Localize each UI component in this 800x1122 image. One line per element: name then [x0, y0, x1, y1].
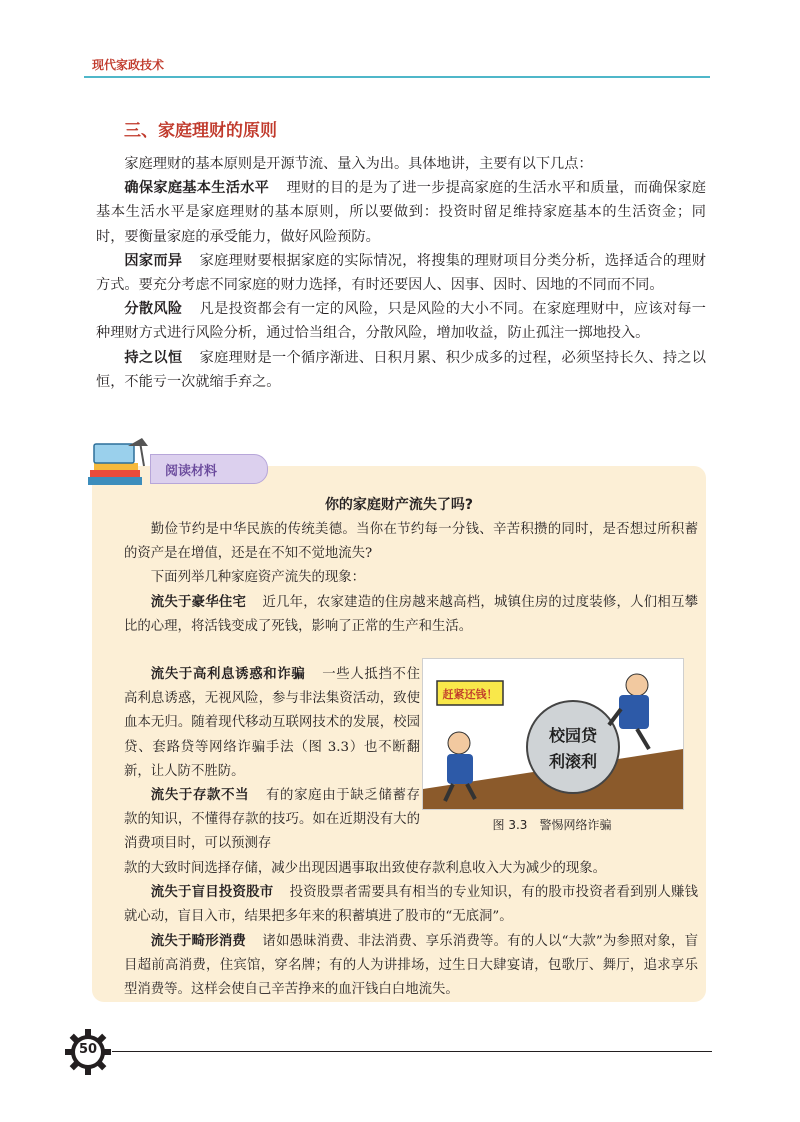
intro-paragraph: 家庭理财的基本原则是开源节流、量入为出。具体地讲，主要有以下几点： [124, 156, 593, 172]
reading-paragraph [124, 784, 420, 857]
principle-text: 家庭理财是一个循序渐进、日积月累、积少成多的过程，必须坚持长久、持之以恒，不能亏一次就缩手弃之。 [96, 349, 706, 390]
reading-text-top [124, 518, 698, 639]
ball-text-1: 校园贷 [548, 726, 598, 745]
reading-tab [150, 454, 268, 484]
figure-caption: 图 3.3 警惕网络诈骗 [492, 818, 612, 832]
page-number: 50 [78, 1042, 98, 1057]
reading-term: 流失于畸形消费 [150, 933, 247, 949]
principle-text: 理财的目的是为了进一步提高家庭的生活水平和质量，而确保家庭基本生活水平是家庭理财的基本原则，所以要做到：投资时留足维持家庭基本的生活资金；同时，要衡量家庭的承受能力，做好风险预防。 [96, 180, 706, 245]
fraud-cartoon [423, 659, 683, 809]
reading-paragraph: 款的大致时间选择存储，减少出现因遇事取出致使存款利息收入大为减少的现象。 [124, 861, 607, 876]
reading-paragraph [124, 663, 420, 784]
reading-paragraph: 下面列举几种家庭资产流失的现象： [150, 570, 366, 586]
principle-text: 凡是投资都会有一定的风险，只是风险的大小不同。在家庭理财中，应该对每一种理财方式进行风险分析，通过恰当组合，分散风险，增加收益，防止孤注一掷地投入。 [96, 301, 706, 342]
books-lamp-icon [84, 436, 154, 488]
reading-text: 一些人抵挡不住高利息诱惑，无视风险，参与非法集资活动，致使血本无归。随着现代移动互联网技术的发展，校园贷、套路贷等网络诈骗手法（图 3.3）也不断翻新，让人防不胜防。 [124, 667, 420, 779]
debt-ball [527, 701, 619, 793]
principle-term: 确保家庭基本生活水平 [124, 180, 270, 197]
reading-term: 流失于豪华住宅 [150, 594, 247, 610]
principle-paragraph [96, 176, 706, 249]
header-book-title: 现代家政技术 [92, 58, 165, 72]
main-text [96, 152, 706, 394]
principle-paragraph [96, 249, 706, 297]
footer-rule [112, 1051, 712, 1052]
ball-text-2: 利滚利 [548, 752, 598, 771]
figure-illustration [422, 658, 684, 810]
reading-text: 诸如愚昧消费、非法消费、享乐消费等。有的人以“大款”为参照对象，盲目超前高消费，住宾馆，穿名牌；有的人为讲排场，过生日大肆宴请，包歌厅、舞厅，追求享乐型消费等。这样会使自己辛苦挣来的血汗钱白白地流失。 [124, 933, 699, 998]
section-title: 三、家庭理财的原则 [124, 121, 277, 141]
header-rule [84, 76, 710, 78]
principle-paragraph [96, 297, 706, 345]
reading-text: 有的家庭由于缺乏储蓄存款的知识，不懂得存款的技巧。如在近期没有大的消费项目时，可以预测存 [124, 788, 420, 852]
principle-term: 因家而异 [124, 252, 183, 269]
reading-paragraph: 勤俭节约是中华民族的传统美德。当你在节约每一分钱、辛苦积攒的同时，是否想过所积蓄的资产是在增值，还是在不知不觉地流失? [124, 522, 698, 562]
principle-term: 分散风险 [124, 301, 183, 318]
sign-text: 赶紧还钱！ [442, 688, 498, 701]
principle-text: 家庭理财要根据家庭的实际情况，将搜集的理财项目分类分析，选择适合的理财方式。要充分考虑不同家庭的财力选择，有时还要因人、因事、因时、因地的不同而不同。 [96, 252, 706, 294]
reading-text: 近几年，农家建造的住房越来越高档，城镇住房的过度装修，人们相互攀比的心理，将活钱变成了死钱，影响了正常的生产和生活。 [124, 594, 699, 634]
reading-paragraph [124, 881, 698, 929]
reading-text: 投资股票者需要具有相当的专业知识，有的股市投资者看到别人赚钱就心动，盲目入市，结果把多年来的积蓄填进了股市的“无底洞”。 [124, 885, 699, 925]
reading-term: 流失于存款不当 [150, 788, 250, 804]
reading-text-bottom [124, 857, 698, 1002]
reading-paragraph [124, 930, 698, 1003]
reading-title: 你的家庭财产流失了吗? [324, 497, 474, 513]
principle-paragraph [96, 346, 706, 394]
reading-term: 流失于盲目投资股市 [150, 885, 274, 901]
reading-text-wrap [124, 663, 420, 857]
reading-tab-label: 阅读材料 [165, 464, 218, 479]
reading-term: 流失于高利息诱惑和诈骗 [150, 667, 306, 682]
reading-paragraph [124, 591, 698, 639]
principle-term: 持之以恒 [124, 349, 183, 366]
